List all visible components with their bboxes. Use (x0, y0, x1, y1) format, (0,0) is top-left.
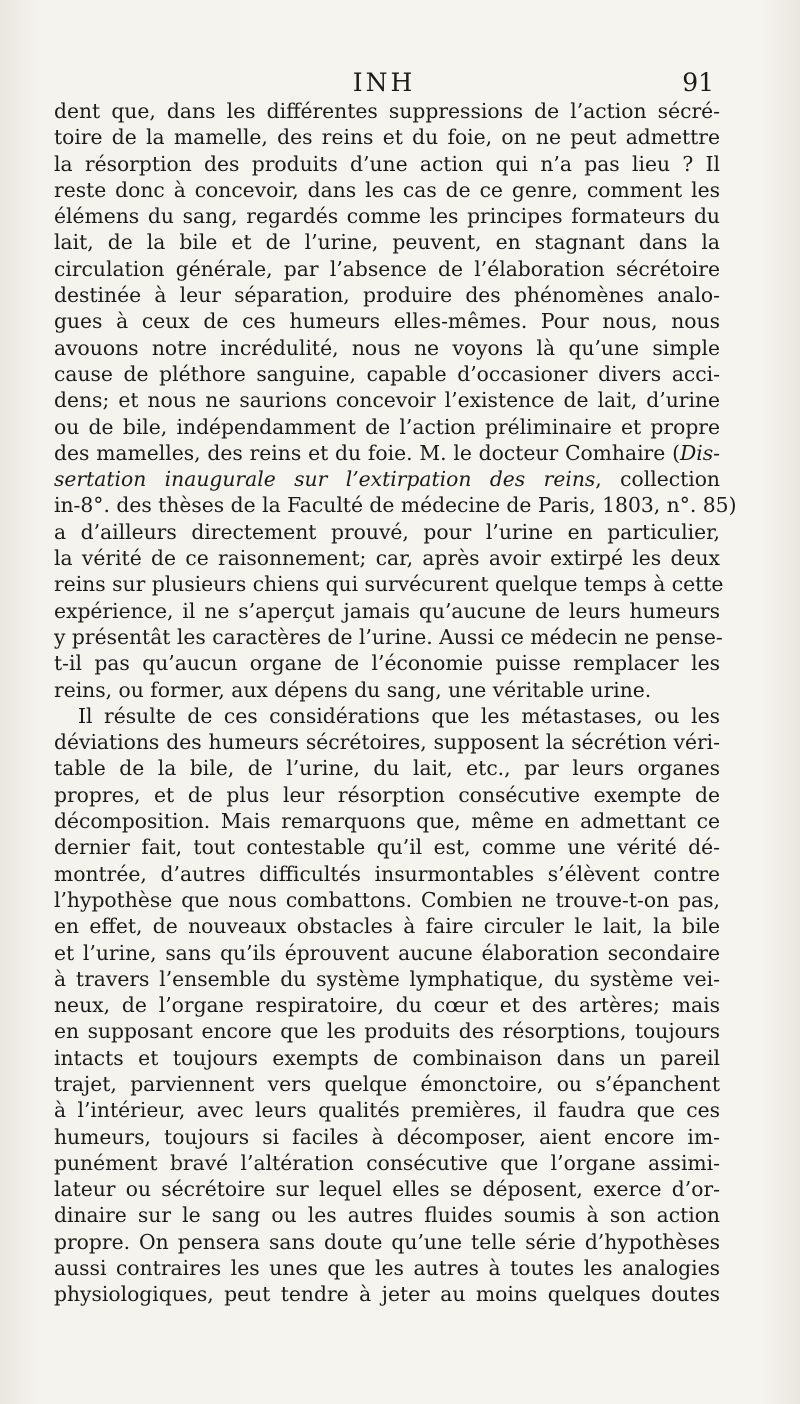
text-line: en supposant encore que les produits des résorptions, toujours (54, 1019, 720, 1044)
text-line: propres, et de plus leur résorption consécutive exempte de (54, 782, 720, 807)
text-line: à l’intérieur, avec leurs qualités premières, il faudra que ces (54, 1098, 720, 1123)
text-line: expérience, il ne s’aperçut jamais qu’aucune de leurs humeurs (54, 598, 720, 623)
text-line: des mamelles, des reins et du foie. M. le docteur Comhaire (Dis- (54, 440, 720, 465)
text-line-italic: sertation inaugurale sur l’extirpation des reins, collection (54, 467, 720, 492)
text-line: ou de bile, indépendamment de l’action préliminaire et propre (54, 414, 720, 439)
text-line: aussi contraires les unes que les autres à toutes les analogies (54, 1256, 720, 1281)
text-line: cause de pléthore sanguine, capable d’occasioner divers acci- (54, 361, 720, 386)
text-line: trajet, parviennent vers quelque émonctoire, ou s’épanchent (54, 1071, 720, 1096)
text-line: lateur ou sécrétoire sur lequel elles se déposent, exerce d’or- (54, 1177, 720, 1202)
page-header (54, 68, 714, 102)
page-number: 91 (682, 68, 714, 97)
text-line: destinée à leur séparation, produire des phénomènes analo- (54, 283, 720, 308)
text-line: neux, de l’organe respiratoire, du cœur et des artères; mais (54, 993, 720, 1018)
text-line: la résorption des produits d’une action qui n’a pas lieu ? Il (54, 151, 720, 176)
text-line: dinaire sur le sang ou les autres fluides soumis à son action (54, 1203, 720, 1228)
text-line: à travers l’ensemble du système lymphatique, du système vei- (54, 966, 720, 991)
text-line: et l’urine, sans qu’ils éprouvent aucune élaboration secondaire (54, 940, 720, 965)
text-line: intacts et toujours exempts de combinaison dans un pareil (54, 1045, 720, 1070)
text-line: en effet, de nouveaux obstacles à faire circuler le lait, la bile (54, 914, 720, 939)
text-line: humeurs, toujours si faciles à décomposer, aient encore im- (54, 1124, 720, 1149)
text-line: dens; et nous ne saurions concevoir l’existence de lait, d’urine (54, 388, 720, 413)
running-head: INH (352, 68, 416, 97)
text-line: gues à ceux de ces humeurs elles-mêmes. Pour nous, nous (54, 309, 720, 334)
text-line: a d’ailleurs directement prouvé, pour l’urine en particulier, (54, 519, 720, 544)
text-line: y présentât les caractères de l’urine. Aussi ce médecin ne pense- (54, 624, 723, 649)
text-line: lait, de la bile et de l’urine, peuvent, en stagnant dans la (54, 230, 720, 255)
paragraph-end-line: reins, ou former, aux dépens du sang, une véritable urine. (54, 677, 652, 702)
text-line: l’hypothèse que nous combattons. Combien ne trouve-t-on pas, (54, 887, 720, 912)
text-line: montrée, d’autres difficultés insurmontables s’élèvent contre (54, 861, 720, 886)
text-line: propre. On pensera sans doute qu’une telle série d’hypothèses (54, 1229, 720, 1254)
text-line: circulation générale, par l’absence de l’élaboration sécrétoire (54, 256, 720, 281)
text-line: dent que, dans les différentes suppressions de l’action sécré- (54, 99, 720, 123)
text-line: t-il pas qu’aucun organe de l’économie puisse remplacer les (54, 651, 720, 676)
body-text (54, 98, 737, 1308)
text-line: dernier fait, tout contestable qu’il est, comme une vérité dé- (54, 835, 720, 860)
text-line: physiologiques, peut tendre à jeter au moins quelques doutes (54, 1282, 720, 1307)
text-line: reste donc à concevoir, dans les cas de ce genre, comment les (54, 177, 720, 202)
paragraph-start-line: Il résulte de ces considérations que les métastases, ou les (78, 703, 720, 728)
text-line: déviations des humeurs sécrétoires, supposent la sécrétion véri- (54, 730, 720, 755)
text-line: avouons notre incrédulité, nous ne voyons là qu’une simple (54, 335, 720, 360)
text-line: in-8°. des thèses de la Faculté de médecine de Paris, 1803, n°. 85) (54, 493, 737, 518)
text-line: décomposition. Mais remarquons que, même en admettant ce (54, 809, 720, 834)
text-line: la vérité de ce raisonnement; car, après avoir extirpé les deux (54, 546, 720, 571)
text-line: table de la bile, de l’urine, du lait, etc., par leurs organes (54, 756, 720, 781)
text-line: toire de la mamelle, des reins et du foie, on ne peut admettre (54, 125, 720, 150)
text-line: élémens du sang, regardés comme les principes formateurs du (54, 204, 720, 229)
text-line: punément bravé l’altération consécutive que l’organe assimi- (54, 1150, 720, 1175)
text-line: reins sur plusieurs chiens qui survécurent quelque temps à cette (54, 572, 724, 597)
